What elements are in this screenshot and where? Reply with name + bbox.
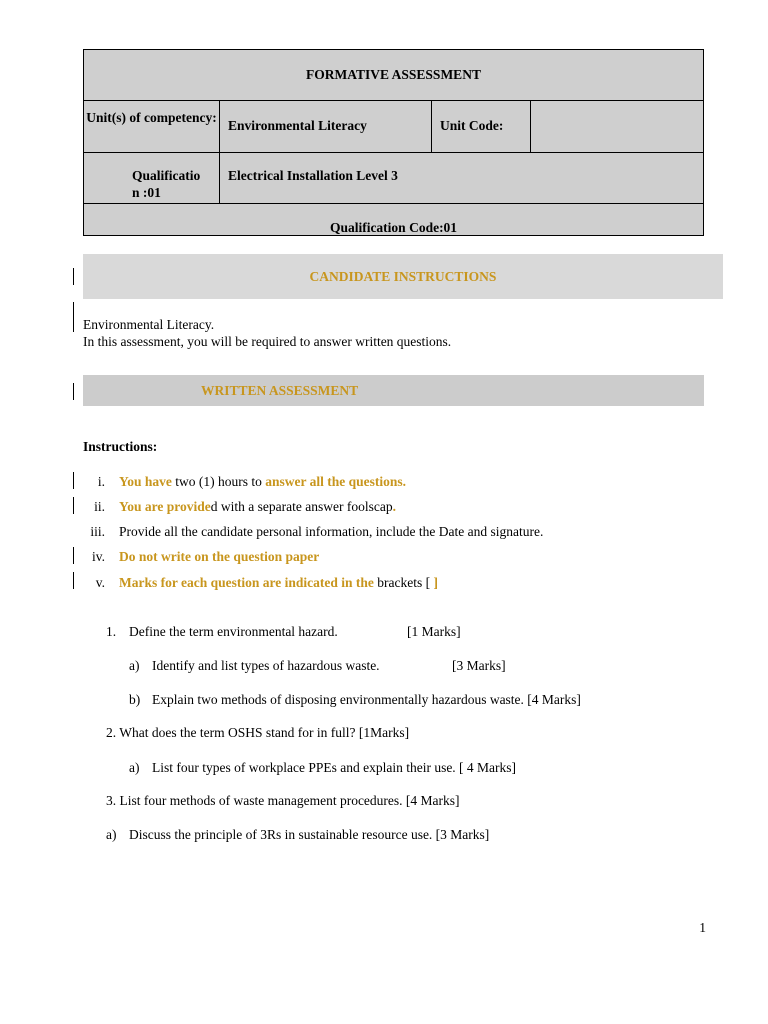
revision-marker: [73, 383, 74, 400]
instruction-emphasis: You have: [119, 474, 172, 489]
assessment-title: FORMATIVE ASSESSMENT: [306, 67, 481, 82]
candidate-instructions-heading: CANDIDATE INSTRUCTIONS: [309, 269, 497, 284]
instruction-emphasis: ]: [433, 575, 438, 590]
revision-marker: [73, 497, 74, 514]
qualification-code-row: [84, 204, 703, 236]
question-1-marks: [1 Marks]: [407, 624, 461, 639]
question-1-number: 1.: [106, 624, 117, 639]
question-3-text: 3. List four methods of waste management procedures. [4 Marks]: [106, 793, 460, 808]
instruction-number: iv.: [92, 549, 105, 564]
question-1b-number: b): [129, 692, 141, 707]
instructions-label: [83, 439, 157, 455]
question-1b-text: Explain two methods of disposing environmentally hazardous waste. [4 Marks]: [152, 692, 581, 707]
page-number: 1: [699, 920, 706, 935]
instructions-label-colon: :: [152, 439, 158, 454]
revision-marker: [73, 302, 74, 332]
question-2a-text: List four types of workplace PPEs and explain their use. [ 4 Marks]: [152, 760, 517, 775]
revision-marker: [73, 472, 74, 489]
question-2-text: 2. What does the term OSHS stand for in full? [1Marks]: [106, 725, 410, 740]
written-assessment-heading: WRITTEN ASSESSMENT: [201, 383, 359, 398]
instruction-emphasis: .: [392, 499, 396, 514]
header-title-row: [84, 50, 703, 101]
revision-marker: [73, 547, 74, 564]
instruction-number: v.: [95, 575, 105, 590]
unit-label: Unit(s) of competency:: [86, 110, 217, 125]
unit-value: Environmental Literacy: [228, 118, 367, 133]
instruction-number: iii.: [90, 524, 105, 539]
instruction-text: brackets [: [373, 575, 434, 590]
qualification-label-line2: n :01: [132, 185, 161, 200]
header-table: [83, 49, 704, 236]
instruction-emphasis: You are provide: [119, 499, 211, 514]
unit-code-value-cell: [530, 101, 703, 152]
instruction-item: [119, 575, 438, 591]
qualification-label-cell: [84, 153, 219, 203]
instruction-text: d with a separate answer foolscap: [210, 499, 393, 514]
written-assessment-bar: [83, 375, 704, 406]
question-3a-text: Discuss the principle of 3Rs in sustainable resource use. [3 Marks]: [129, 827, 490, 842]
unit-row: [84, 101, 703, 153]
revision-marker: [73, 572, 74, 589]
unit-label-cell: [84, 101, 219, 152]
instruction-item: [119, 499, 396, 515]
qualification-code: Qualification Code:01: [329, 220, 458, 235]
intro-line-1: Environmental Literacy.: [83, 317, 215, 332]
unit-code-label: Unit Code:: [440, 118, 504, 133]
intro-line-2: In this assessment, you will be required to answer written questions.: [83, 334, 452, 349]
unit-value-cell: [219, 101, 431, 152]
instruction-number: ii.: [94, 499, 105, 514]
question-1-text: Define the term environmental hazard.: [129, 624, 338, 639]
instruction-item: Provide all the candidate personal information, include the Date and signature.: [119, 524, 544, 539]
instruction-emphasis: Marks for each question are indicated in the: [119, 575, 374, 590]
question-3a-number: a): [106, 827, 117, 842]
instruction-item: [119, 474, 406, 490]
instruction-item: Do not write on the question paper: [119, 549, 320, 564]
qualification-value-cell: [219, 153, 703, 203]
instruction-emphasis: answer all the questions.: [265, 474, 407, 489]
question-1a-marks: [3 Marks]: [452, 658, 506, 673]
question-2a-number: a): [129, 760, 140, 775]
unit-code-label-cell: [431, 101, 530, 152]
candidate-instructions-bar: [83, 254, 723, 299]
qualification-label-line1: Qualificatio: [132, 168, 201, 183]
question-1a-number: a): [129, 658, 140, 673]
revision-marker: [73, 268, 74, 285]
instruction-number: i.: [97, 474, 105, 489]
instruction-text: two (1) hours to: [171, 474, 266, 489]
question-1a-text: Identify and list types of hazardous waste.: [152, 658, 380, 673]
instructions-label-text: Instructions: [83, 439, 153, 454]
qualification-value: Electrical Installation Level 3: [228, 168, 398, 183]
qualification-row: [84, 153, 703, 204]
qualification-label: [132, 167, 200, 201]
